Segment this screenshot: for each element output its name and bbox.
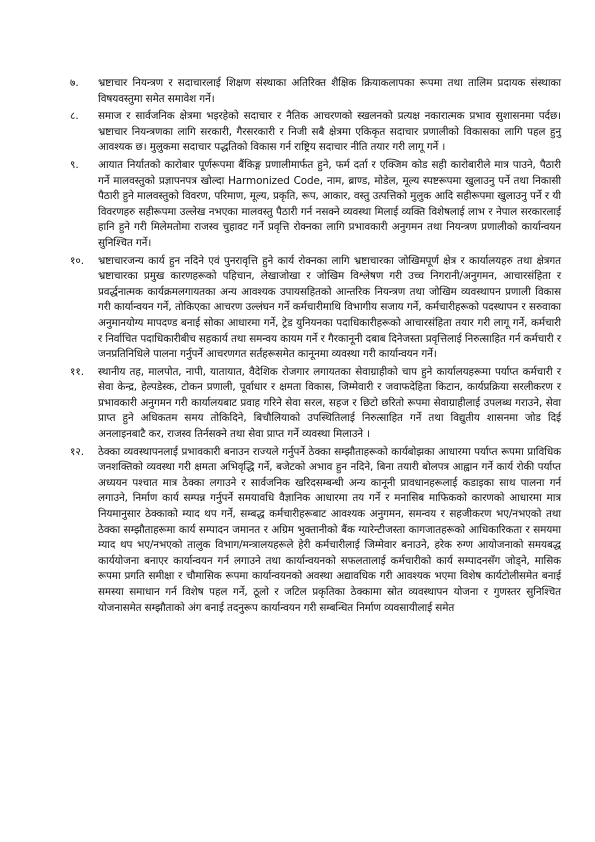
list-item xyxy=(70,254,561,363)
item-number: ७. xyxy=(70,77,79,89)
list-item xyxy=(70,158,561,252)
item-number: १२. xyxy=(70,445,85,458)
item-text: भ्रष्टाचारजन्य कार्य हुन नदिने एवं पुनरावृत्ति हुने कार्य रोक्नका लागि भ्रष्टाचारका जोखिमपूर्ण क्षेत्र र कार्यालयहरु तथा क्षेत्रगत भ्रष्टाचारका प्रमुख कारणहरूको पहिचान, लेखाजोखा र जोखिम विश्लेषण गरी उच्च निगरानी/अनुगमन, आचारसंहिता र प्रवर्द्धनात्मक कार्यक्रमलगायतका अन्य आवश्यक उपायसहितको आन्तरिक नियन्त्रण तथा जोखिम व्यवस्थापन प्रणाली विकास गरी कार्यान्वयन गर्ने, तोकिएका आचरण उल्लंघन गर्ने कर्मचारीमाथि विभागीय सजाय गर्ने, कर्मचारीहरूको पदस्थापन र सरुवाका अनुमानयोग्य मापदण्ड बनाई सोका आधारमा गर्ने, ट्रेड युनियनका पदाधिकारीहरूको आचारसंहिता तयार गरी लागू गर्ने, कर्मचारी र निर्वाचित पदाधिकारीबीच सहकार्य तथा समन्वय कायम गर्ने र गैरकानूनी दबाब दिनेजस्ता प्रवृत्तिलाई निरुत्साहित गर्न कर्मचारी र जनप्रतिनिधिले पालना गर्नुपर्ने आचरणगत सर्तहरूसमेत कानूनमा व्यवस्था गरी कार्यान्वयन गर्ने। xyxy=(98,254,561,361)
list-item xyxy=(70,365,561,443)
item-text: भ्रष्टाचार नियन्त्रण र सदाचारलाई शिक्षण संस्थाका अतिरिक्त शैक्षिक क्रियाकलापका रूपमा तथा तालिम प्रदायक संस्थाका विषयवस्तुमा समेत समावेश गर्ने। xyxy=(98,77,561,105)
item-number: १०. xyxy=(70,254,85,267)
list-item xyxy=(70,76,561,107)
item-number: ९. xyxy=(70,158,79,171)
item-number: ११. xyxy=(70,365,85,378)
item-text: समाज र सार्वजनिक क्षेत्रमा भइरहेको सदाचार र नैतिक आचरणको स्खलनको प्रत्यक्ष नकारात्मक प्रभाव सुशासनमा पर्दछ। भ्रष्टाचार नियन्त्रणका लागि सरकारी, गैरसरकारी र निजी सबै क्षेत्रमा एकिकृत सदाचार प्रणालीको विकासका लागि पहल हुनु आवश्यक छ। मुलुकमा सदाचार पद्धतिको विकास गर्न राष्ट्रिय सदाचार नीति तयार गरी लागू गर्ने । xyxy=(98,110,562,154)
item-text: स्थानीय तह, मालपोत, नापी, यातायात, वैदेशिक रोजगार लगायतका सेवाग्राहीको चाप हुने कार्यालयहरूमा पर्याप्त कर्मचारी र सेवा केन्द्र, हेल्पडेस्क, टोकन प्रणाली, पूर्वाधार र क्षमता विकास, जिम्मेवारी र जवाफदेहिता किटान, कार्यप्रक्रिया सरलीकरण र प्रभावकारी अनुगमन गरी कार्यालयबाट प्रवाह गरिने सेवा सरल, सहज र छिटो छरितो रूपमा सेवाग्राहीलाई उपलब्ध गराउने, सेवा प्राप्त हुने अधिकतम समय तोकिदिने, बिचौलियाको उपस्थितिलाई निरुत्साहित गर्ने तथा विद्युतीय शासनमा जोड दिई अनलाइनबाटै कर, राजस्व तिर्नसक्ने तथा सेवा प्राप्त गर्ने व्यवस्था मिलाउने । xyxy=(98,365,561,441)
list-item xyxy=(70,109,561,156)
item-text: आयात निर्यातको कारोबार पूर्णरूपमा बैंकिङ्ग प्रणालीमार्फत हुने, फर्म दर्ता र एक्जिम कोड सही कारोबारीले मात्र पाउने, पैठारी गर्ने मालवस्तुको प्रज्ञापनपत्र खोल्दा Harmonized Code, नाम, ब्राण्ड, मोडेल, मूल्य स्पष्टरूपमा खुलाउनु पर्ने तथा निकासी पैठारी हुने मालवस्तुको विवरण, परिमाण, मूल्य, प्रकृति, रूप, आकार, वस्तु उत्पत्तिको मुलुक आदि सहीरूपमा खुलाउनु पर्ने र यी विवरणहरु सहीरूपमा उल्लेख नभएका मालवस्तु पैठारी गर्न नसक्ने व्यवस्था मिलाई व्यक्ति विशेषलाई लाभ र नेपाल सरकारलाई हानि हुने गरी मिलेमतोमा राजस्व चुहावट गर्ने प्रवृत्ति रोक्नका लागि प्रभावकारी अनुगमन तथा नियन्त्रण प्रणालीको कार्यान्वयन सुनिश्चित गर्ने। xyxy=(98,158,561,249)
list-item xyxy=(70,445,561,617)
item-number: ८. xyxy=(70,110,79,123)
item-text: ठेक्का व्यवस्थापनलाई प्रभावकारी बनाउन राज्यले गर्नुपर्ने ठेक्का सम्झौताहरूको कार्यबोझका आधारमा पर्याप्त रूपमा प्राविधिक जनशक्तिको व्यवस्था गरी क्षमता अभिवृद्धि गर्ने, बजेटको अभाव हुन नदिने, बिना तयारी बोलपत्र आह्वान गर्ने कार्य रोकी पर्याप्त अध्ययन पश्चात मात्र ठेक्का लगाउने र सार्वजनिक खरिदसम्बन्धी अन्य कानूनी प्रावधानहरूलाई कडाइका साथ पालना गर्न लगाउने, निर्माण कार्य सम्पन्न गर्नुपर्ने समयावधि वैज्ञानिक आधारमा तय गर्ने र मनासिब माफिकको कारणको आधारमा मात्र नियमानुसार ठेक्काको म्याद थप गर्ने, सम्बद्ध कर्मचारीहरूबाट आवश्यक अनुगमन, समन्वय र सहजीकरण भए/नभएको तथा ठेक्का सम्झौताहरूमा कार्य सम्पादन जमानत र अग्रिम भुक्तानीको बैंक ग्यारेन्टीजस्ता कागजातहरूको आधिकारिकता र समयमा म्याद थप भए/नभएको तालुक विभाग/मन्त्रालयहरूले हेरी कर्मचारीलाई जिम्मेवार बनाउने, हरेक रुग्ण आयोजनाको समयबद्ध कार्ययोजना बनाएर कार्यान्वयन गर्न लगाउने तथा कार्यान्वयनको सफलतालाई कर्मचारीको कार्य सम्पादनसँग जोड्ने, मासिक रूपमा प्रगति समीक्षा र चौमासिक रूपमा कार्यान्वयनको अवस्था अद्यावधिक गरी आवश्यक भएमा विशेष कार्यटोलीसमेत बनाई समस्या समाधान गर्न विशेष पहल गर्ने, ठूलो र जटिल प्रकृतिका ठेक्कामा स्रोत व्यवस्थापन योजना र गुणस्तर सुनिश्चित योजनासमेत सम्झौताको अंग बनाई तदनुरूप कार्यान्वयन गरी सम्बन्धित निर्माण व्यवसायीलाई समेत xyxy=(98,445,561,614)
